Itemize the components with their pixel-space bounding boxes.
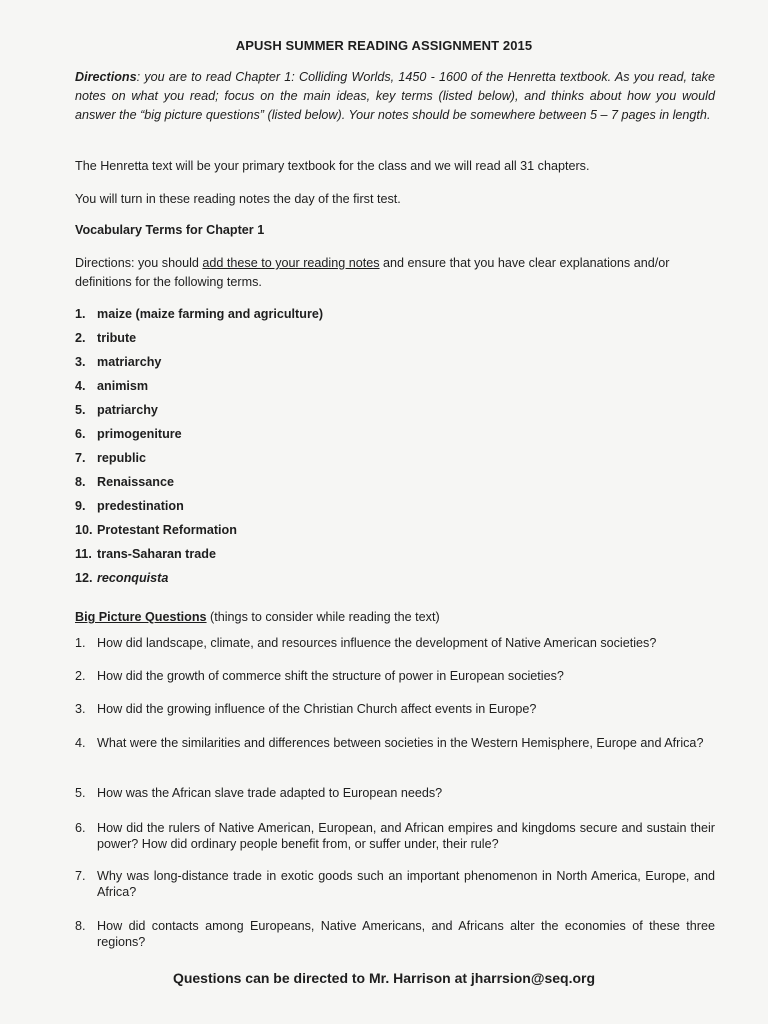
- question-item: [75, 820, 715, 852]
- question-text: How was the African slave trade adapted to European needs?: [97, 786, 443, 800]
- big-picture-subheading: (things to consider while reading the text): [206, 610, 440, 624]
- page-title: APUSH SUMMER READING ASSIGNMENT 2015: [235, 38, 533, 53]
- question-item: [75, 785, 715, 801]
- vocab-num: 7.: [75, 451, 86, 465]
- vocab-term: predestination: [97, 499, 184, 513]
- question-item: [75, 635, 715, 651]
- vocab-directions: [75, 254, 715, 292]
- question-item: [75, 735, 715, 751]
- vocab-list: [75, 305, 475, 593]
- vocab-num: 3.: [75, 355, 86, 369]
- question-num: 7.: [75, 869, 86, 883]
- vocab-num: 11.: [75, 547, 92, 561]
- vocab-term: republic: [97, 451, 146, 465]
- question-text: How did contacts among Europeans, Native Americans, and Africans alter the economies of these three regions?: [97, 919, 715, 949]
- question-item: [75, 668, 715, 684]
- question-item: [75, 918, 715, 950]
- question-item: [75, 701, 715, 717]
- vocab-num: 1.: [75, 307, 86, 321]
- question-text: How did the rulers of Native American, European, and African empires and kingdoms secure and sustain their power? How did ordinary people benefit from, or suffer under, their rule?: [97, 821, 715, 851]
- big-picture-heading: Big Picture Questions: [75, 610, 207, 624]
- vocab-item: [75, 497, 475, 521]
- directions-paragraph: [75, 68, 715, 125]
- primary-text-paragraph: The Henretta text will be your primary textbook for the class and we will read all 31 chapters.: [75, 159, 590, 173]
- vocab-item: [75, 569, 475, 593]
- vocab-num: 8.: [75, 475, 86, 489]
- vocab-item: [75, 545, 475, 569]
- vocab-term: Renaissance: [97, 475, 175, 489]
- vocab-num: 2.: [75, 331, 86, 345]
- question-item: [75, 868, 715, 900]
- vocab-item: [75, 473, 475, 497]
- vocab-num: 5.: [75, 403, 86, 417]
- vocab-directions-before: Directions: you should: [75, 256, 203, 270]
- vocab-num: 4.: [75, 379, 86, 393]
- vocab-term: primogeniture: [97, 427, 182, 441]
- vocab-num: 12.: [75, 571, 93, 585]
- question-num: 6.: [75, 821, 86, 835]
- vocab-item: [75, 377, 475, 401]
- question-num: 8.: [75, 919, 86, 933]
- question-num: 4.: [75, 736, 86, 750]
- vocab-item: [75, 329, 475, 353]
- directions-label: Directions: [75, 70, 137, 84]
- question-text: How did landscape, climate, and resources influence the development of Native American societies?: [97, 636, 657, 650]
- vocab-heading: Vocabulary Terms for Chapter 1: [75, 223, 265, 237]
- vocab-directions-underlined: add these to your reading notes: [202, 256, 380, 270]
- vocab-term: trans-Saharan trade: [97, 547, 216, 561]
- question-num: 5.: [75, 786, 86, 800]
- vocab-num: 10.: [75, 523, 93, 537]
- vocab-term: Protestant Reformation: [97, 523, 237, 537]
- vocab-item: [75, 425, 475, 449]
- vocab-term: animism: [97, 379, 149, 393]
- question-text: How did the growing influence of the Christian Church affect events in Europe?: [97, 702, 537, 716]
- question-text: What were the similarities and differences between societies in the Western Hemisphere, Europe and Africa?: [97, 736, 704, 750]
- vocab-directions-after: and ensure that you have clear explanations and/or definitions for the following terms.: [75, 256, 670, 289]
- vocab-item: [75, 401, 475, 425]
- contact-footer: Questions can be directed to Mr. Harrison at jharrsion@seq.org: [172, 970, 596, 986]
- turn-in-paragraph: You will turn in these reading notes the day of the first test.: [75, 192, 401, 206]
- vocab-num: 9.: [75, 499, 86, 513]
- vocab-item: [75, 521, 475, 545]
- vocab-term: tribute: [97, 331, 137, 345]
- question-num: 3.: [75, 702, 86, 716]
- vocab-item: [75, 353, 475, 377]
- question-text: How did the growth of commerce shift the structure of power in European societies?: [97, 669, 564, 683]
- directions-text: : you are to read Chapter 1: Colliding Worlds, 1450 - 1600 of the Henretta textbook. As you read, take notes on what you read; focus on the main ideas, key terms (listed below), and thinks about how you would answer the “big picture questions” (listed below). Your notes should be somewhere between 5 – 7 pages in length.: [75, 70, 715, 122]
- big-picture-heading-line: [75, 608, 715, 627]
- vocab-item: [75, 305, 475, 329]
- vocab-term: matriarchy: [97, 355, 162, 369]
- vocab-term: reconquista: [97, 571, 169, 585]
- vocab-num: 6.: [75, 427, 86, 441]
- question-num: 1.: [75, 636, 86, 650]
- vocab-term: maize (maize farming and agriculture): [97, 307, 324, 321]
- question-text: Why was long-distance trade in exotic goods such an important phenomenon in North America, Europe, and Africa?: [97, 869, 715, 899]
- vocab-item: [75, 449, 475, 473]
- question-num: 2.: [75, 669, 86, 683]
- vocab-term: patriarchy: [97, 403, 158, 417]
